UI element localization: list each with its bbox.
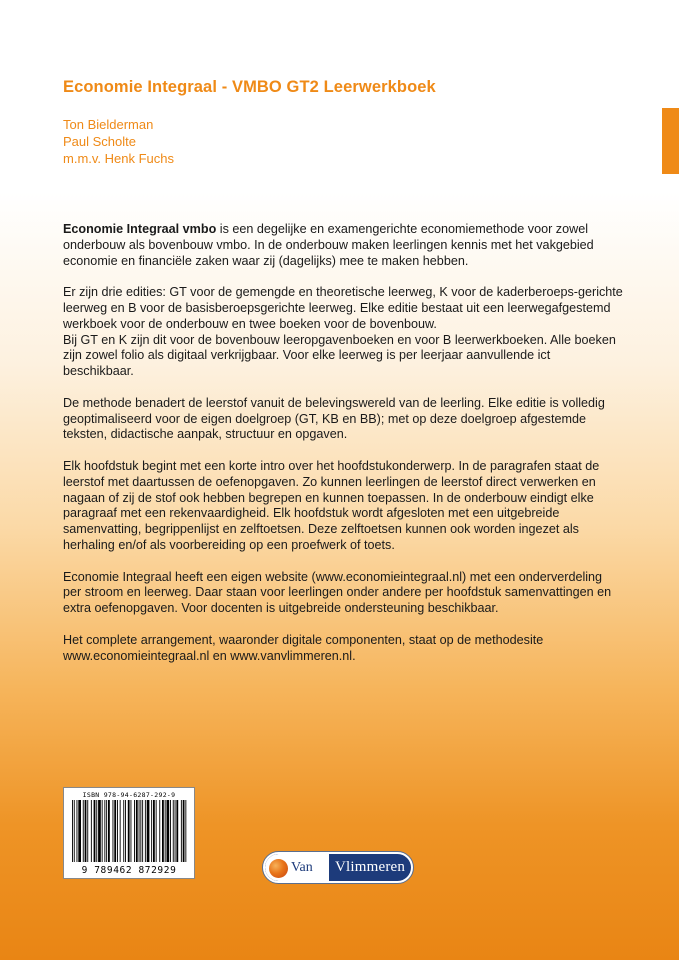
blurb-intro-bold: Economie Integraal vmbo (63, 222, 217, 236)
barcode-bar (102, 800, 103, 862)
barcode-bar (106, 800, 107, 862)
barcode-bar (181, 800, 182, 862)
barcode-bar (134, 800, 135, 862)
barcode-bar (156, 800, 157, 862)
barcode-bar (114, 800, 116, 862)
blurb-paragraph-website: Economie Integraal heeft een eigen website (www.economieintegraal.nl) met een onderverdeling per stroom en leerweg. Daar staan voor leerlingen onder andere per hoofdstuk samenvattingen en extra oefenopgaven. Voor docenten is uitgebreide ondersteuning beschikbaar. (63, 569, 612, 616)
back-cover-blurb (63, 222, 623, 680)
orange-side-tab (662, 108, 679, 174)
author-list (63, 116, 174, 167)
barcode-bar (120, 800, 121, 862)
barcode-bar (104, 800, 105, 862)
publisher-logo (262, 851, 414, 884)
barcode-bar (87, 800, 88, 862)
barcode-bar (153, 800, 155, 862)
barcode-bar (94, 800, 96, 862)
barcode-bar (176, 800, 178, 862)
barcode-bar (78, 800, 81, 862)
publisher-logo-body (265, 854, 411, 881)
barcode-bar (167, 800, 170, 862)
barcode-bar (108, 800, 110, 862)
publisher-logo-left (265, 854, 329, 881)
blurb-paragraph-intro (63, 222, 623, 269)
barcode-bar (159, 800, 160, 862)
publisher-prefix: Van (291, 860, 313, 875)
barcode-bar (139, 800, 140, 862)
blurb-paragraph-method: De methode benadert de leerstof vanuit de belevingswereld van de leerling. Elke editie is volledig geoptimaliseerd voor de eigen doelgroep (GT, KB en BB); met op deze doelgroep afgestemde teksten, didactische aanpak, structuur en opgaven. (63, 395, 605, 442)
barcode-bar (151, 800, 152, 862)
barcode-bar (113, 800, 114, 862)
author-2: Paul Scholte (63, 134, 136, 149)
barcode-bar (74, 800, 75, 862)
barcode-bar (96, 800, 97, 862)
barcode-bar (131, 800, 132, 862)
globe-icon (269, 859, 288, 878)
barcode-bar (147, 800, 150, 862)
barcode-bar (173, 800, 174, 862)
barcode-bar (98, 800, 101, 862)
barcode-bar (140, 800, 141, 862)
author-1: Ton Bielderman (63, 117, 154, 132)
barcode-bar (170, 800, 171, 862)
publisher-name: Vlimmeren (335, 859, 406, 875)
barcode-bar (123, 800, 124, 862)
barcode-bars (70, 800, 188, 862)
barcode-bar (145, 800, 146, 862)
isbn-label: ISBN 978-94-6287-292-9 (82, 791, 176, 799)
barcode-bar (128, 800, 130, 862)
barcode-bar (136, 800, 138, 862)
isbn-barcode (63, 787, 195, 879)
blurb-intro-rest: is een degelijke en examengerichte economiemethode voor zowel onderbouw als bovenbouw vmbo. In de onderbouw maken leerlingen kennis met het vakgebied economie en financiële zaken waar zij (dagelijks) mee te maken hebben. (63, 222, 594, 268)
barcode-bar (85, 800, 87, 862)
ean-number: 9 789462 872929 (81, 865, 177, 876)
author-3: m.m.v. Henk Fuchs (63, 151, 175, 166)
barcode-bar (77, 800, 78, 862)
blurb-editions-text-2: Bij GT en K zijn dit voor de bovenbouw leeropgavenboeken en voor B leerwerkboeken. Alle boeken zijn zowel folio als digitaal verkrijgbaar. Voor elke leerweg is per leerjaar aanvullende ict beschikbaar. (63, 332, 616, 379)
barcode-bar (165, 800, 166, 862)
barcode-bar (125, 800, 126, 862)
blurb-paragraph-chapters: Elk hoofdstuk begint met een korte intro over het hoofdstukonderwerp. In de paragrafen staat de leerstof met daartussen de oefenopgaven. Zo kunnen leerlingen de leerstof direct verwerken en nagaan of zij de stof ook hebben begrepen en kunnen toepassen. In de onderbouw eindigt elke paragraaf met een rekenvaardigheid. Elk hoofdstuk wordt afgesloten met een uitgebreide samenvatting, begrippenlijst en zelftoetsen. Deze zelftoetsen kunnen ook worden ingezet als herhaling en/of als voorbereiding op een proefwerk of toets. (63, 458, 600, 552)
blurb-paragraph-editions (63, 285, 623, 380)
barcode-bar (117, 800, 118, 862)
barcode-bar (91, 800, 92, 862)
barcode-bar (83, 800, 84, 862)
blurb-paragraph-arrangement: Het complete arrangement, waaronder digitale componenten, staat op de methodesite www.economieintegraal.nl en www.vanvlimmeren.nl. (63, 632, 544, 663)
blurb-editions-text: Er zijn drie edities: GT voor de gemengde en theoretische leerweg, K voor de kaderberoeps-gerichte leerweg en B voor de basisberoepsgerichte leerweg. Elke editie bestaat uit een leerwegafgestemd werkboek voor de onderbouw en twee boeken voor de bovenbouw. (63, 285, 623, 331)
barcode-bar (142, 800, 143, 862)
barcode-bar (183, 800, 185, 862)
barcode-bar (72, 800, 73, 862)
barcode-bar (162, 800, 164, 862)
barcode-bar (185, 800, 186, 862)
barcode-bar (175, 800, 176, 862)
book-title: Economie Integraal - VMBO GT2 Leerwerkboek (63, 78, 436, 96)
